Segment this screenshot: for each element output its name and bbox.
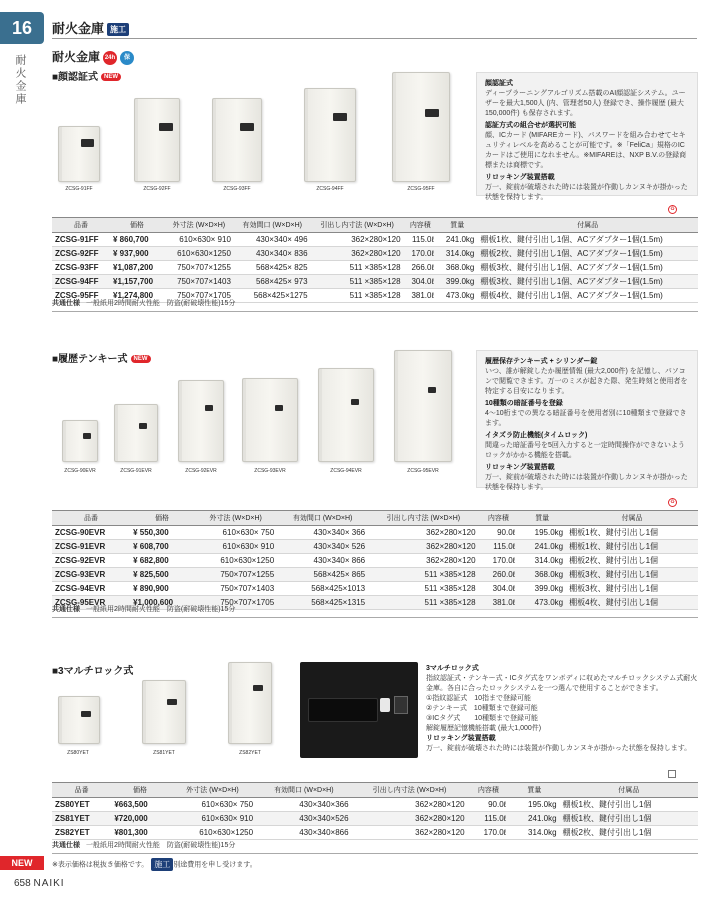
table-cell: 115.0ℓ [468,812,510,826]
table-cell: ZCSG-92FF [52,247,110,261]
table-cell: 棚板1枚、鍵付引出し1個 [560,798,698,812]
column-header: 価格 [111,783,168,798]
table-cell: 568×425×1013 [277,582,368,596]
common-spec-text: 一般紙用2時間耐火性能 防盗(耐破壊性能)15分 [86,842,236,849]
table-row [52,233,698,247]
table-row [52,568,698,582]
table-cell: 511 ×385×128 [311,289,404,303]
safe-image [58,126,100,182]
24h-badge-icon: 24h [103,51,117,65]
table-cell: 170.0ℓ [468,826,510,840]
brand-name: NAIKI [33,878,65,889]
info-text: 万一、錠前が破壊された時には装置が作動しカンヌキが掛かった状態を保持します。 [426,745,692,752]
table-cell: 棚板3枚、鍵付引出し1個、ACアダプター1個(1.5m) [477,261,698,275]
table-cell: 750×707×1403 [164,275,234,289]
table-cell: 568×425× 865 [277,568,368,582]
info-heading: 認証方式の組合せが選択可能 [485,122,576,129]
table-cell: 90.0ℓ [479,526,519,540]
common-spec-text: 一般紙用2時間耐火性能 防盗(耐破壊性能)15分 [86,606,236,613]
table-cell: 棚板1枚、鍵付引出し1個 [560,812,698,826]
column-header: 内容積 [479,511,519,526]
table-cell: 511 ×385×128 [311,275,404,289]
section1-common-spec [52,298,698,312]
table-cell: 368.0kg [437,261,477,275]
table-cell: 棚板1枚、鍵付引出し1個 [566,526,698,540]
column-header: 内容積 [404,218,437,233]
safe-label: ZCSG-94EVR [330,468,362,474]
table-cell: 260.0ℓ [479,568,519,582]
info-heading: 顔認証式 [485,80,513,87]
safe-label: ZCSG-94FF [316,186,344,192]
chapter-tab [0,12,44,44]
safe-label: ZS81YET [153,750,175,756]
table-cell: 368.0kg [518,568,566,582]
table-cell: 568×425× 825 [234,261,311,275]
table-body [52,233,698,303]
column-header: 質量 [509,783,559,798]
column-header: 品番 [52,783,111,798]
recycle-icon: ♻ [668,498,677,507]
table-row [52,582,698,596]
table-cell: 610×630×1250 [194,554,277,568]
table-row [52,275,698,289]
table-cell: 362×280×120 [368,554,478,568]
footer-note-text: 別途費用を申し受けます。 [173,861,257,869]
table-row [52,540,698,554]
table-cell: 266.0ℓ [404,261,437,275]
category-title [52,18,129,37]
chapter-number: 16 [11,17,33,38]
header-divider [52,38,697,39]
safe-label: ZCSG-95EVR [407,468,439,474]
table-row [52,247,698,261]
info-text: 4～10桁までの異なる暗証番号を使用者別に10種類まで登録できます。 [485,410,687,427]
table-cell: 610×630×1250 [169,826,256,840]
table-cell: 610×630× 750 [169,798,256,812]
table-cell: 399.0kg [518,582,566,596]
table-cell: ¥ 860,700 [110,233,164,247]
warranty-badge-icon: 保 [120,51,134,65]
info-text: 万一、錠前が破壊された時には装置が作動しカンヌキが掛かった状態を保持します。 [485,184,688,201]
info-heading: 3マルチロック式 [426,665,479,672]
table-cell: 304.0ℓ [404,275,437,289]
table-cell: 750×707×1255 [164,261,234,275]
common-spec-label: 共通仕様 [52,300,80,307]
table-cell: 430×340× 496 [234,233,311,247]
column-header: 質量 [518,511,566,526]
common-spec-label: 共通仕様 [52,606,80,613]
table-cell: 362×280×120 [352,798,468,812]
table-cell: 241.0kg [509,812,559,826]
table-cell: 511 ×385×128 [368,596,478,610]
table-cell: 115.0ℓ [404,233,437,247]
table-body [52,798,698,840]
column-header: 引出し内寸法 (W×D×H) [368,511,478,526]
table-cell: 314.0kg [518,554,566,568]
info-heading: リロッキング装置搭載 [485,174,555,181]
column-header: 外寸法 (W×D×H) [194,511,277,526]
table-cell: ¥1,157,700 [110,275,164,289]
table-cell: ZCSG-95EVR [52,596,130,610]
table-cell: ¥801,300 [111,826,168,840]
table-cell: 430×340×866 [256,826,352,840]
table-cell: 棚板2枚、鍵付引出し1個 [566,554,698,568]
safe-label: ZS80YET [67,750,89,756]
table-cell: 362×280×120 [368,540,478,554]
table-cell: 430×340×526 [256,812,352,826]
table-cell: 314.0kg [509,826,559,840]
info-heading: 10種類の暗証番号を登録 [485,400,563,407]
table-cell: 399.0kg [437,275,477,289]
info-list-item: ③ICタグ式 10種類まで登録可能 [426,715,539,722]
keypad-icon [394,696,408,714]
table-cell: 430×340× 526 [277,540,368,554]
table-cell: ¥1,274,800 [110,289,164,303]
footer-new-badge: NEW [0,856,44,870]
page-number: 658 [14,878,31,889]
table-cell: 棚板1枚、鍵付引出し1個、ACアダプター1個(1.5m) [477,233,698,247]
table-cell: ¥ 937,900 [110,247,164,261]
table-row [52,812,698,826]
column-header: 質量 [437,218,477,233]
table-cell: ZCSG-93EVR [52,568,130,582]
column-header: 引出し内寸法 (W×D×H) [311,218,404,233]
sub-title [52,48,134,65]
table-row [52,526,698,540]
table-cell: 241.0kg [518,540,566,554]
install-chip: 施工 [151,858,173,871]
table-cell: 棚板4枚、鍵付引出し1個、ACアダプター1個(1.5m) [477,289,698,303]
table-cell: 750×707×1705 [194,596,277,610]
section3-heading: ■3マルチロック式 [52,666,134,677]
column-header: 有効間口 (W×D×H) [256,783,352,798]
table-header-row [52,783,698,798]
safe-image [394,350,452,462]
table-cell: ZS81YET [52,812,111,826]
section3-common-spec [52,840,698,854]
column-header: 内容積 [468,783,510,798]
table-cell: 362×280×120 [368,526,478,540]
safe-image [304,88,356,182]
safe-label: ZCSG-93EVR [254,468,286,474]
info-text: 顔、ICカード (MIFAREカード)、パスワードを組み合わせてセキュリティレベルを高めることが可能です。※「FeliCa」規格のICカードはご使用になれません。※MIFAREは、NXP B.V.の登録商標または商標です。 [485,132,687,169]
table-cell: ZCSG-91FF [52,233,110,247]
section1-spec-table [52,217,698,303]
info-list-item: ①指紋認証式 10指まで登録可能 [426,695,532,702]
info-list-item: ②テンキー式 10種類まで登録可能 [426,705,538,712]
column-header: 品番 [52,511,130,526]
section1-heading-text: ■顔認証式 [52,72,99,83]
section2-common-spec [52,604,698,618]
table-row [52,826,698,840]
table-cell: 170.0ℓ [479,554,519,568]
table-row [52,261,698,275]
table-cell: 棚板2枚、鍵付引出し1個 [560,826,698,840]
section2-spec-table [52,510,698,610]
table-cell: 568×425×1275 [234,289,311,303]
table-cell: 511 ×385×128 [368,582,478,596]
safe-image [114,404,158,462]
table-cell: 610×630×1250 [164,247,234,261]
column-header: 有効間口 (W×D×H) [277,511,368,526]
safe-image [142,680,186,744]
table-cell: 棚板3枚、鍵付引出し1個 [566,568,698,582]
table-cell: 473.0kg [437,289,477,303]
table-cell: 362×280×120 [311,233,404,247]
table-cell: ¥ 682,800 [130,554,194,568]
table-cell: ZS82YET [52,826,111,840]
column-header: 付属品 [560,783,698,798]
multilock-panel-image [300,662,418,758]
table-cell: 430×340×366 [256,798,352,812]
table-cell: 511 ×385×128 [368,568,478,582]
safe-image [62,420,98,462]
table-cell: 568×425× 973 [234,275,311,289]
table-cell: 314.0kg [437,247,477,261]
table-body [52,526,698,610]
info-heading: リロッキング装置搭載 [426,735,496,742]
info-text: いつ、誰が解錠したか履歴情報 (最大2,000件) を記憶し、パソコンで閲覧できます。万一のミスが起きた際、発生時刻と使用者を特定する目安になります。 [485,368,688,395]
table-cell: 610×630× 750 [194,526,277,540]
table-row [52,554,698,568]
table-cell: 棚板1枚、鍵付引出し1個 [566,540,698,554]
safe-label: ZCSG-92FF [143,186,171,192]
table-cell: 90.0ℓ [468,798,510,812]
section2-info-box [476,350,698,491]
safe-label: ZCSG-90EVR [64,468,96,474]
table-cell: ZCSG-90EVR [52,526,130,540]
column-header: 付属品 [566,511,698,526]
table-cell: ZCSG-95FF [52,289,110,303]
common-spec-text: 一般紙用2時間耐火性能 防盗(耐破壊性能)15分 [86,300,236,307]
safe-image [392,72,450,182]
table-cell: 170.0ℓ [404,247,437,261]
column-header: 品番 [52,218,110,233]
table-cell: 430×340× 866 [277,554,368,568]
table-cell: 362×280×120 [352,826,468,840]
table-cell: 362×280×120 [311,247,404,261]
table-cell: ZCSG-91EVR [52,540,130,554]
table-cell: ¥ 825,500 [130,568,194,582]
table-cell: 381.0ℓ [404,289,437,303]
table-row [52,798,698,812]
table-cell: 棚板2枚、鍵付引出し1個、ACアダプター1個(1.5m) [477,247,698,261]
table-cell: 473.0kg [518,596,566,610]
safe-image [134,98,180,182]
section1-heading [52,68,121,83]
column-header: 付属品 [477,218,698,233]
table-cell: ¥ 608,700 [130,540,194,554]
table-cell: 304.0ℓ [479,582,519,596]
safe-image [178,380,224,462]
table-cell: ZCSG-93FF [52,261,110,275]
sidebar-category-label: 耐火金庫 [14,54,26,106]
table-cell: 棚板3枚、鍵付引出し1個 [566,582,698,596]
info-heading: リロッキング装置搭載 [485,464,555,471]
info-list-item: 解錠履歴記憶機能搭載 (最大1,000件) [426,725,542,732]
table-cell: 430×340× 836 [234,247,311,261]
safe-label: ZCSG-92EVR [185,468,217,474]
table-cell: 610×630× 910 [164,233,234,247]
column-header: 価格 [110,218,164,233]
table-cell: ¥663,500 [111,798,168,812]
info-heading: 履歴保存テンキー式 + シリンダー錠 [485,358,598,365]
info-text: 万一、錠前が破壊された時には装置が作動しカンヌキが掛かった状態を保持します。 [485,474,688,491]
section1-info-box [476,72,698,201]
table-cell: 棚板4枚、鍵付引出し1個 [566,596,698,610]
info-text: 間違った暗証番号を5回入力すると一定時間操作ができないようロックがかかる機能を搭載。 [485,442,685,459]
category-title-text: 耐火金庫 [52,21,105,36]
table-cell: 棚板3枚、鍵付引出し1個、ACアダプター1個(1.5m) [477,275,698,289]
table-cell: ¥1,000,600 [130,596,194,610]
new-badge: NEW [101,73,121,81]
safe-image [318,368,374,462]
safe-image [212,98,262,182]
page-footer [14,878,65,889]
table-cell: 241.0kg [437,233,477,247]
info-text: 指紋認証式・テンキー式・ICタグ式をワンボディに収めたマルチロックシステム式耐火金庫。各自に合ったロックシステムを一つ選んで使用することができます。 [426,675,698,692]
info-heading: イタズラ防止機能(タイムロック) [485,432,588,439]
column-header: 引出し内寸法 (W×D×H) [352,783,468,798]
table-cell: ZCSG-94FF [52,275,110,289]
table-cell: 430×340× 366 [277,526,368,540]
table-header-row [52,218,698,233]
section3-info-box [426,664,698,754]
section2-heading-text: ■履歴テンキー式 [52,354,128,365]
table-cell: 568×425×1315 [277,596,368,610]
table-cell: 610×630× 910 [194,540,277,554]
table-cell: ¥1,087,200 [110,261,164,275]
footer-note [52,858,257,871]
new-badge: NEW [131,355,151,363]
fingerprint-sensor-icon [380,698,390,712]
table-cell: 195.0kg [518,526,566,540]
table-cell: ¥ 550,300 [130,526,194,540]
safe-image [58,696,100,744]
common-spec-label: 共通仕様 [52,842,80,849]
column-header: 有効間口 (W×D×H) [234,218,311,233]
info-text: ディープラーニングアルゴリズム搭載のAI顔認証システム。ユーザーを最大1,500人 (内、管理者50人) 登録でき、操作履歴 (最大150,000件) も保存されます。 [485,90,686,117]
safe-image [242,378,298,462]
table-cell: 750×707×1705 [164,289,234,303]
table-cell: 511 ×385×128 [311,261,404,275]
safe-label: ZCSG-91FF [65,186,93,192]
table-cell: ¥720,000 [111,812,168,826]
recycle-icon: ♻ [668,205,677,214]
section3-spec-table [52,782,698,840]
table-cell: ZCSG-94EVR [52,582,130,596]
sub-title-text: 耐火金庫 [52,50,101,64]
footer-note-text: ※表示価格は税抜き価格です。 [52,861,149,869]
table-cell: ¥ 890,900 [130,582,194,596]
table-cell: 750×707×1403 [194,582,277,596]
table-header-row [52,511,698,526]
install-chip: 施工 [107,23,129,36]
column-header: 外寸法 (W×D×H) [169,783,256,798]
safe-label: ZCSG-95FF [407,186,435,192]
safe-label: ZS82YET [239,750,261,756]
column-header: 外寸法 (W×D×H) [164,218,234,233]
table-cell: 610×630× 910 [169,812,256,826]
safe-image [228,662,272,744]
column-header: 価格 [130,511,194,526]
table-cell: ZS80YET [52,798,111,812]
table-cell: 362×280×120 [352,812,468,826]
square-mark-icon [668,770,676,778]
section2-heading [52,350,151,365]
table-cell: ZCSG-92EVR [52,554,130,568]
safe-label: ZCSG-91EVR [120,468,152,474]
table-cell: 115.0ℓ [479,540,519,554]
table-cell: 750×707×1255 [194,568,277,582]
safe-label: ZCSG-93FF [223,186,251,192]
handle-icon [308,698,378,722]
table-cell: 381.0ℓ [479,596,519,610]
table-cell: 195.0kg [509,798,559,812]
